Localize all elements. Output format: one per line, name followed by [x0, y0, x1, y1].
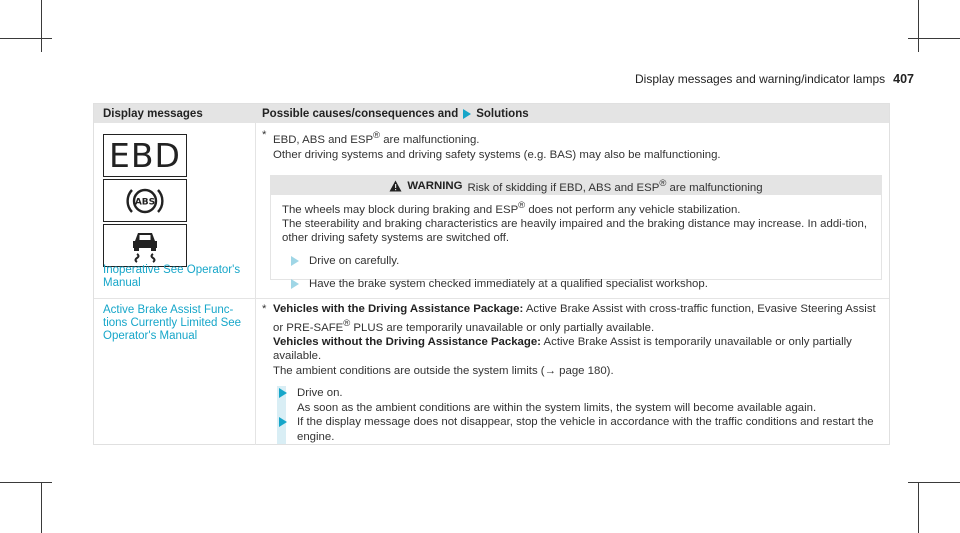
warning-box [270, 175, 882, 290]
row1-causes [262, 128, 882, 163]
column-divider [255, 123, 256, 445]
row2-paragraph-1: Vehicles with the Driving Assistance Package: Active Brake Assist with cross-traffic function, Evasive Steering Assist or PRE-SAFE® PLUS are temporarily unavailable or only partially available. [273, 303, 876, 334]
col-header-causes [262, 108, 529, 120]
warning-paragraph-1: The wheels may block during braking and ESP® does not perform any vehicle stabilization. [282, 200, 741, 216]
asterisk: * [262, 129, 267, 141]
warning-paragraph-2: The steerability and braking characteristics are heavily impaired and the braking distance may increase. In addi-tion, other driving safety systems are switched off. [282, 217, 868, 244]
crop-mark [0, 482, 52, 483]
warning-triangle-icon [389, 180, 402, 192]
row2-display-message: Active Brake Assist Func-tions Currently Limited See Operator's Manual [103, 304, 242, 342]
skid-car-icon [103, 224, 187, 267]
page-header [635, 72, 914, 86]
warning-title: WARNING [407, 179, 463, 192]
step-bar [277, 415, 286, 444]
solutions-arrow-icon [463, 109, 471, 119]
row2-step-2 [277, 415, 882, 444]
asterisk: * [262, 303, 267, 315]
row2-step-1-title: Drive on. [297, 387, 343, 399]
ebd-icon-text: EBD [109, 136, 181, 175]
warning-step-2-text: Have the brake system checked immediately at a qualified specialist workshop. [309, 277, 708, 290]
row1-cause-line1: EBD, ABS and ESP [273, 133, 374, 146]
crop-mark [41, 0, 42, 52]
row2-paragraph-2: Vehicles without the Driving Assistance Package: Active Brake Assist is temporarily unavailable or only partially available. [273, 335, 852, 363]
row2-paragraph-3: The ambient conditions are outside the system limits (→ page 180). [273, 364, 614, 377]
warning-body [271, 195, 881, 295]
row2-step-1-text: As soon as the ambient conditions are within the system limits, the system will become available again. [297, 401, 817, 414]
crop-mark [908, 482, 960, 483]
abs-icon-graphic [123, 183, 167, 219]
ebd-icon [103, 134, 187, 177]
row2-step-1 [277, 386, 882, 415]
header-title: Display messages and warning/indicator lamps [635, 72, 886, 86]
col-header-causes-text: Possible causes/consequences and [262, 108, 459, 120]
row-divider [94, 298, 889, 299]
display-messages-table [93, 103, 890, 445]
crop-mark [918, 0, 919, 52]
step-arrow-icon [291, 279, 299, 289]
row1-icons [103, 134, 189, 269]
crop-mark [0, 38, 52, 39]
registered-mark: ® [373, 130, 381, 141]
warning-step-1 [282, 254, 870, 268]
warning-header [271, 176, 881, 195]
abs-icon [103, 179, 187, 222]
row1-display-message: Inoperative See Operator's Manual [103, 264, 241, 289]
row2-causes [262, 302, 882, 378]
step-arrow-icon [291, 256, 299, 266]
skid-car-graphic [123, 227, 167, 265]
warning-step-2 [282, 277, 870, 291]
abs-icon-text: ABS [134, 197, 156, 207]
crop-mark [908, 38, 960, 39]
row1-cause-line1-end: are malfunctioning. [380, 133, 480, 146]
step-arrow-icon [279, 388, 287, 398]
warning-step-1-text: Drive on carefully. [309, 254, 400, 267]
page-number: 407 [893, 72, 914, 86]
crop-mark [41, 482, 42, 533]
col-header-display-messages: Display messages [103, 108, 203, 120]
row2-step-2-text: If the display message does not disappear, stop the vehicle in accordance with the traffic conditions and restart the engine. [297, 416, 874, 443]
step-bar [277, 386, 286, 415]
step-arrow-icon [279, 417, 287, 427]
warning-title-text: Risk of skidding if EBD, ABS and ESP® are malfunctioning [467, 177, 763, 194]
crop-mark [918, 482, 919, 533]
row1-cause-line2: Other driving systems and driving safety systems (e.g. BAS) may also be malfunctioning. [273, 148, 721, 161]
col-header-solutions-text: Solutions [476, 108, 529, 120]
table-header [94, 104, 889, 123]
